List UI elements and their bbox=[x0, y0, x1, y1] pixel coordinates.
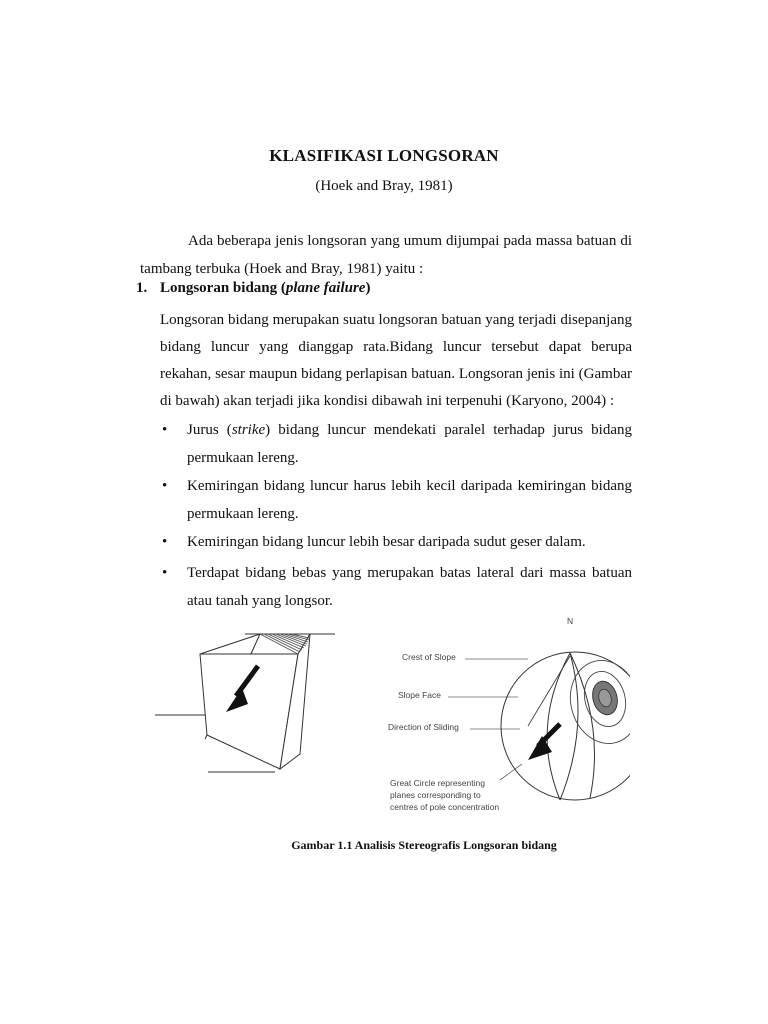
stereographic-figure bbox=[150, 614, 630, 830]
list-item-text: ) bidang luncur mendekati paralel terhadap jurus bidang permukaan lereng. bbox=[187, 422, 632, 466]
stereonet-sliding-arrow-icon bbox=[528, 724, 560, 760]
list-item bbox=[160, 559, 632, 615]
conditions-list bbox=[160, 416, 632, 615]
bullet-icon: • bbox=[162, 478, 168, 494]
label-crest-of-slope: Crest of Slope bbox=[402, 652, 456, 662]
list-item-text: Jurus ( bbox=[187, 422, 232, 438]
section-heading-emphasis: plane failure bbox=[285, 280, 366, 296]
label-great-circle-3: centres of pole concentration bbox=[390, 802, 500, 812]
bullet-icon: • bbox=[162, 422, 168, 438]
bullet-icon: • bbox=[162, 534, 168, 550]
list-item-text: Terdapat bidang bebas yang merupakan batas lateral dari massa batuan atau tanah yang longsor. bbox=[187, 565, 632, 609]
leader-lines bbox=[448, 659, 528, 780]
list-item-text: Kemiringan bidang luncur harus lebih kecil daripada kemiringan bidang permukaan lereng. bbox=[187, 478, 632, 522]
page-subtitle: (Hoek and Bray, 1981) bbox=[315, 178, 453, 194]
section-heading-close: ) bbox=[365, 280, 371, 296]
list-item bbox=[160, 528, 632, 556]
section-heading bbox=[136, 280, 370, 297]
label-slope-face: Slope Face bbox=[398, 690, 441, 700]
section-number: 1. bbox=[136, 280, 148, 296]
figure-drawing bbox=[150, 614, 630, 830]
figure-caption: Gambar 1.1 Analisis Stereografis Longsoran bidang bbox=[291, 838, 557, 852]
label-great-circle-1: Great Circle representing bbox=[390, 778, 485, 788]
list-item bbox=[160, 416, 632, 472]
page-title: KLASIFIKASI LONGSORAN bbox=[269, 146, 499, 165]
north-label: N bbox=[567, 616, 574, 626]
intro-paragraph: Ada beberapa jenis longsoran yang umum dijumpai pada massa batuan di tambang terbuka (Hoek and Bray, 1981) yaitu : bbox=[140, 233, 632, 277]
list-item-emphasis: strike bbox=[231, 422, 266, 438]
list-item bbox=[160, 472, 632, 528]
bullet-icon: • bbox=[162, 565, 168, 581]
section-body: Longsoran bidang merupakan suatu longsoran batuan yang terjadi disepanjang bidang luncur yang dianggap rata.Bidang luncur tersebut dapat berupa rekahan, sesar maupun bidang perlapisan batuan. Longsoran jenis ini (Gambar di bawah) akan terjadi jika kondisi dibawah ini terpenuhi (Karyono, 2004) : bbox=[160, 312, 632, 409]
list-item-text: Kemiringan bidang luncur lebih besar daripada sudut geser dalam. bbox=[187, 534, 586, 550]
label-great-circle-2: planes corresponding to bbox=[390, 790, 481, 800]
section-heading-text: Longsoran bidang ( bbox=[160, 280, 286, 296]
label-direction-of-sliding: Direction of Sliding bbox=[388, 722, 459, 732]
